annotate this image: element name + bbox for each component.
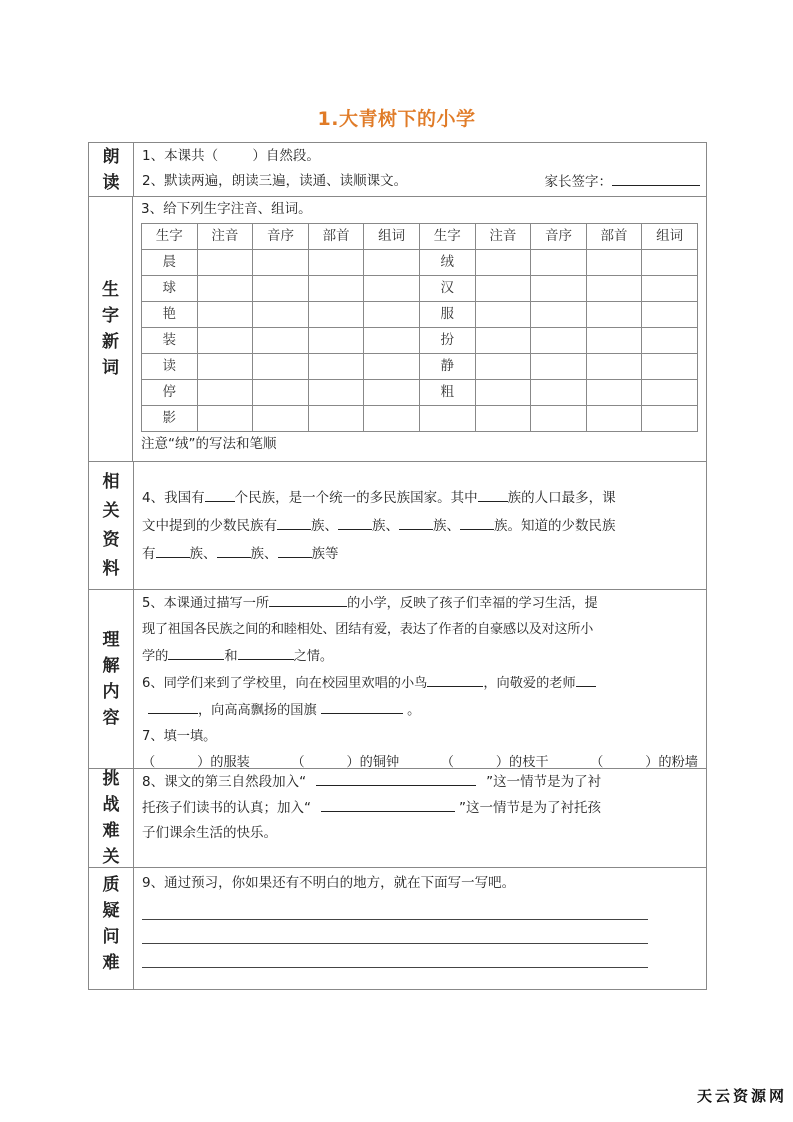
character-cell: 粗: [419, 380, 475, 406]
text: 8、课文的第三自然段加入“: [142, 774, 307, 790]
answer-cell[interactable]: [253, 276, 309, 302]
text: 和: [224, 649, 238, 664]
label-char: 挑: [102, 769, 120, 789]
answer-cell[interactable]: [531, 276, 587, 302]
question-4-line-1: [142, 484, 698, 512]
answer-cell[interactable]: [586, 380, 642, 406]
label-char: 词: [102, 358, 119, 378]
answer-blank[interactable]: [321, 697, 403, 714]
answer-cell[interactable]: [197, 380, 253, 406]
table-row: [142, 380, 698, 406]
question-8-line-2: [142, 795, 698, 821]
signature-field[interactable]: [612, 169, 700, 186]
answer-cell[interactable]: [308, 276, 364, 302]
label-char: 读: [102, 172, 120, 193]
table-row: [142, 302, 698, 328]
text: 族等: [311, 545, 339, 562]
label-char: 难: [102, 821, 120, 841]
signature-label: 家长签字：: [544, 174, 612, 190]
answer-blank[interactable]: [427, 670, 483, 687]
answer-cell[interactable]: [308, 380, 364, 406]
character-cell: 扮: [419, 328, 475, 354]
label-char: 字: [102, 306, 119, 326]
answer-blank[interactable]: [238, 643, 294, 660]
label-char: 理: [102, 630, 120, 650]
answer-cell[interactable]: [253, 380, 309, 406]
answer-cell[interactable]: [253, 250, 309, 276]
watermark-logo: 天云资源网: [696, 1087, 787, 1105]
fill-item[interactable]: （ ）的枝干: [440, 755, 549, 770]
answer-cell[interactable]: [253, 328, 309, 354]
answer-cell[interactable]: [253, 406, 309, 432]
answer-cell[interactable]: [531, 302, 587, 328]
character-cell: 汉: [419, 276, 475, 302]
table-header-cell: 组词: [642, 224, 698, 250]
answer-cell[interactable]: [364, 406, 420, 432]
fill-item[interactable]: （ ）的铜钟: [291, 755, 400, 770]
label-char: 内: [102, 682, 120, 702]
character-cell: 球: [142, 276, 198, 302]
question-4-line-3: [142, 540, 698, 568]
answer-cell[interactable]: [531, 250, 587, 276]
answer-blank[interactable]: [321, 795, 455, 812]
label-char: 关: [102, 847, 120, 867]
character-table: [141, 223, 698, 432]
answer-cell[interactable]: [253, 354, 309, 380]
answer-cell[interactable]: [586, 302, 642, 328]
character-cell: [419, 406, 475, 432]
answer-cell[interactable]: [642, 354, 698, 380]
table-header-cell: 音序: [531, 224, 587, 250]
section-reading: [89, 143, 706, 196]
text: 族、: [189, 545, 217, 562]
answer-cell[interactable]: [197, 354, 253, 380]
label-char: 资: [102, 529, 120, 550]
answer-cell[interactable]: [364, 250, 420, 276]
text: 的小学，反映了孩子们幸福的学习生活，提: [347, 596, 598, 611]
character-cell: 晨: [142, 250, 198, 276]
answer-cell[interactable]: [308, 302, 364, 328]
section-label: [89, 462, 134, 589]
answer-blank[interactable]: [217, 541, 251, 558]
answer-cell[interactable]: [531, 380, 587, 406]
text: 有: [142, 545, 156, 562]
answer-blank[interactable]: [269, 590, 347, 607]
text: 5、本课通过描写一所: [142, 596, 270, 611]
writing-line[interactable]: [142, 896, 648, 920]
table-header-cell: 生字: [142, 224, 198, 250]
question-5-line-2: 现了祖国各民族之间的和睦相处、团结有爱，表达了作者的自豪感以及对这所小: [142, 622, 594, 637]
answer-cell[interactable]: [642, 380, 698, 406]
section-label: [89, 590, 134, 768]
writing-line[interactable]: [142, 944, 648, 968]
answer-cell[interactable]: [475, 302, 531, 328]
table-header-cell: 部首: [586, 224, 642, 250]
answer-cell[interactable]: [308, 328, 364, 354]
section-label: [89, 868, 134, 989]
answer-cell[interactable]: [475, 328, 531, 354]
character-cell: 装: [142, 328, 198, 354]
character-cell: 静: [419, 354, 475, 380]
answer-cell[interactable]: [253, 302, 309, 328]
answer-cell[interactable]: [642, 250, 698, 276]
page-title: 1.大青树下的小学: [317, 108, 476, 130]
text: 文中提到的少数民族有: [142, 517, 277, 534]
parent-signature: [545, 169, 701, 195]
answer-cell[interactable]: [531, 354, 587, 380]
text: 6、同学们来到了学校里，向在校园里欢唱的小鸟: [142, 676, 428, 691]
table-row: [142, 276, 698, 302]
answer-cell[interactable]: [642, 276, 698, 302]
text: 族、: [250, 545, 278, 562]
label-char: 疑: [102, 901, 120, 921]
text: ”这一情节是为了衬托孩: [459, 800, 601, 816]
text: ”这一情节是为了衬: [486, 774, 602, 790]
label-char: 容: [102, 708, 120, 728]
question-1: 1、本课共（ ）自然段。: [142, 148, 320, 164]
question-5-line-1: [142, 590, 698, 617]
answer-cell[interactable]: [197, 328, 253, 354]
text: 族的人口最多，课: [507, 489, 616, 506]
answer-cell[interactable]: [308, 250, 364, 276]
section-challenge: [89, 768, 706, 867]
answer-blank[interactable]: [576, 670, 596, 687]
question-3: 3、给下列生字注音、组词。: [141, 201, 312, 217]
fill-item[interactable]: （ ）的服装: [142, 755, 250, 770]
character-cell: 读: [142, 354, 198, 380]
question-8-line-3: 子们课余生活的快乐。: [142, 825, 277, 841]
answer-cell[interactable]: [364, 354, 420, 380]
answer-cell[interactable]: [586, 406, 642, 432]
text: ，向敬爱的老师: [483, 676, 576, 691]
label-char: 生: [102, 280, 119, 300]
answer-cell[interactable]: [586, 276, 642, 302]
answer-cell[interactable]: [197, 302, 253, 328]
label-char: 朗: [102, 146, 120, 167]
section-label: [89, 197, 133, 461]
section-label: [89, 143, 134, 196]
answer-cell[interactable]: [586, 328, 642, 354]
table-row: [142, 328, 698, 354]
character-cell: 影: [142, 406, 198, 432]
answer-cell[interactable]: [364, 276, 420, 302]
table-header-cell: 部首: [308, 224, 364, 250]
label-char: 战: [102, 795, 120, 815]
table-header-cell: 生字: [419, 224, 475, 250]
label-char: 关: [102, 500, 120, 521]
label-char: 问: [102, 927, 120, 947]
answer-blank[interactable]: [460, 513, 494, 530]
character-cell: 服: [419, 302, 475, 328]
text: 族、: [372, 517, 399, 534]
answer-cell[interactable]: [197, 406, 253, 432]
answer-cell[interactable]: [475, 276, 531, 302]
answer-cell[interactable]: [475, 406, 531, 432]
text: 4、我国有: [142, 489, 205, 506]
character-cell: 绒: [419, 250, 475, 276]
text: 个民族，是一个统一的多民族国家。其中: [234, 489, 478, 506]
character-cell: 停: [142, 380, 198, 406]
answer-blank[interactable]: [277, 513, 311, 530]
text: 学的: [142, 649, 169, 664]
label-char: 相: [102, 471, 120, 492]
answer-cell[interactable]: [586, 354, 642, 380]
answer-cell[interactable]: [364, 380, 420, 406]
answer-cell[interactable]: [531, 406, 587, 432]
worksheet-table: [88, 142, 707, 990]
answer-blank[interactable]: [478, 485, 508, 502]
question-8-line-1: [142, 769, 698, 795]
text: 。: [407, 703, 421, 718]
table-header-row: [142, 224, 698, 250]
answer-cell[interactable]: [586, 250, 642, 276]
question-5-line-3: [142, 643, 698, 670]
answer-blank[interactable]: [205, 485, 235, 502]
text: 之情。: [293, 649, 334, 664]
question-2: 2、默读两遍，朗读三遍，读通、读顺课文。: [142, 173, 408, 189]
character-cell: 艳: [142, 302, 198, 328]
table-row: [142, 250, 698, 276]
answer-cell[interactable]: [475, 380, 531, 406]
section-questions: [89, 867, 706, 989]
writing-line[interactable]: [142, 920, 648, 944]
label-char: 质: [102, 875, 120, 895]
answer-cell[interactable]: [475, 354, 531, 380]
answer-cell[interactable]: [364, 302, 420, 328]
answer-cell[interactable]: [308, 406, 364, 432]
question-6-line-1: [142, 670, 698, 697]
question-4-line-2: [142, 512, 698, 540]
answer-cell[interactable]: [475, 250, 531, 276]
label-char: 新: [102, 332, 119, 352]
answer-cell[interactable]: [531, 328, 587, 354]
text: ，向高高飘扬的国旗: [198, 703, 317, 718]
answer-blank[interactable]: [168, 643, 224, 660]
label-char: 解: [102, 656, 120, 676]
label-char: 料: [102, 558, 120, 579]
label-char: 难: [102, 953, 120, 973]
answer-cell[interactable]: [642, 328, 698, 354]
table-header-cell: 注音: [197, 224, 253, 250]
section-materials: [89, 461, 706, 589]
section-understanding: [89, 589, 706, 768]
answer-cell[interactable]: [197, 276, 253, 302]
question-9: 9、通过预习，你如果还有不明白的地方，就在下面写一写吧。: [142, 875, 516, 891]
answer-blank[interactable]: [338, 513, 372, 530]
table-row: [142, 406, 698, 432]
text: 族、: [433, 517, 460, 534]
text: 托孩子们读书的认真；加入“: [142, 800, 311, 816]
table-header-cell: 组词: [364, 224, 420, 250]
answer-blank[interactable]: [278, 541, 312, 558]
text: 族。知道的少数民族: [494, 517, 616, 534]
question-7: 7、填一填。: [142, 729, 217, 744]
table-header-cell: 音序: [253, 224, 309, 250]
answer-blank[interactable]: [316, 769, 476, 786]
answer-cell[interactable]: [308, 354, 364, 380]
answer-cell[interactable]: [642, 406, 698, 432]
answer-blank[interactable]: [156, 541, 190, 558]
table-header-cell: 注音: [475, 224, 531, 250]
note: 注意“绒”的写法和笔顺: [141, 436, 277, 452]
text: 族、: [311, 517, 338, 534]
answer-blank[interactable]: [399, 513, 433, 530]
answer-cell[interactable]: [197, 250, 253, 276]
answer-cell[interactable]: [364, 328, 420, 354]
section-new-words: [89, 196, 706, 461]
section-label: [89, 769, 134, 867]
table-row: [142, 354, 698, 380]
answer-blank[interactable]: [148, 697, 198, 714]
question-6-line-2: [142, 697, 698, 724]
fill-item[interactable]: （ ）的粉墙: [590, 755, 698, 770]
answer-cell[interactable]: [642, 302, 698, 328]
